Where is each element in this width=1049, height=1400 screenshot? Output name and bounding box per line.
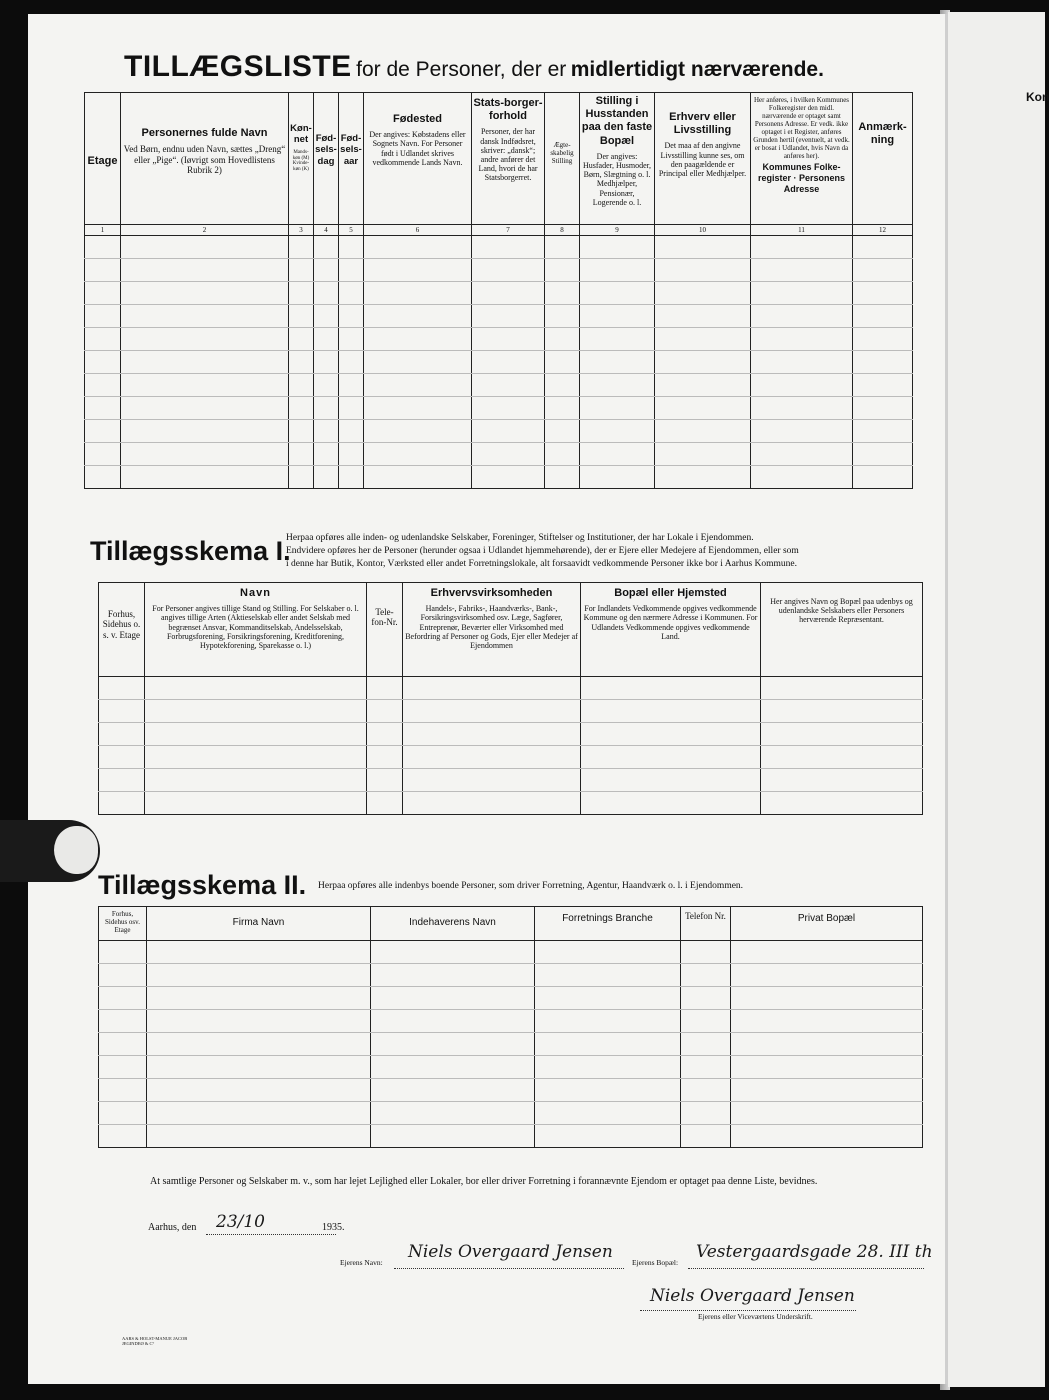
s1-col-etage: Forhus, Sidehus o. s. v. Etage	[99, 583, 145, 677]
right-page-text: Kon	[1026, 90, 1049, 104]
table-row	[85, 282, 913, 305]
table-row	[99, 792, 923, 815]
right-page-edge	[948, 12, 1049, 1387]
table-row	[99, 677, 923, 700]
table-row	[99, 723, 923, 746]
table-row	[99, 769, 923, 792]
table-row	[99, 746, 923, 769]
main-list-table	[84, 92, 913, 489]
owner-name-line	[394, 1268, 624, 1269]
owner-name-label: Ejerens Navn:	[340, 1258, 383, 1267]
col-anmaerkning: Anmærk-ning	[853, 93, 913, 225]
owner-address-label: Ejerens Bopæl:	[632, 1258, 679, 1267]
skema1-description: Herpaa opføres alle inden- og udenlandske Selskaber, Foreninger, Stiftelser og Institutioner, der har Lokale i Ejendommen. Endvidere opføres her de Personer (herunder ogsaa i Udlandet hjemmehørende), der er Ejere eller Medejere af Ejendommen, eller som i denne har Butik, Kontor, Værksted eller andet Forretningslokale, alt forsaavidt vedkommende Personer ikke bor i Aarhus Kommune.	[286, 533, 799, 569]
s2-col-privat-bopael: Privat Bopæl	[731, 907, 923, 941]
col-erhverv: Erhverv eller Livsstilling Det maa af den angivne Livsstilling kunne ses, om den paagældende er Principal eller Medhjælper.	[655, 93, 751, 225]
s2-col-telefon: Telefon Nr.	[681, 907, 731, 941]
skema1-title: Tillægsskema I.	[90, 536, 291, 566]
s2-col-branche: Forretnings Branche	[535, 907, 681, 941]
place-date-label: Aarhus, den	[148, 1222, 197, 1233]
main-header-row	[85, 93, 913, 225]
skema2-rows	[99, 941, 923, 1148]
main-title	[124, 50, 824, 84]
table-row	[85, 443, 913, 466]
table-row	[99, 1125, 923, 1148]
skema1-table	[98, 582, 923, 815]
col-koen: Køn-net Mands-køn (M) Kvinde-køn (K)	[289, 93, 314, 225]
skema2-table	[98, 906, 923, 1148]
table-row	[99, 987, 923, 1010]
skema2-description: Herpaa opføres alle indenbys boende Personer, som driver Forretning, Agentur, Haandværk o. l. i Ejendommen.	[318, 881, 744, 891]
col-foedested: Fødested Der angives: Købstadens eller Sognets Navn. For Personer født i Udlandet skrives vedkommende Lands Navn.	[364, 93, 472, 225]
table-row	[99, 964, 923, 987]
signature-label: Ejerens eller Viceværtens Underskrift.	[698, 1312, 813, 1321]
s2-col-firma: Firma Navn	[147, 907, 371, 941]
col-stilling: Stilling i Husstanden paa den faste Bopæl Der angives: Husfader, Husmoder, Børn, Slægtning o. l. Medhjælper, Pensionær, Logerende o. l.	[580, 93, 655, 225]
table-row	[85, 328, 913, 351]
table-row	[99, 1079, 923, 1102]
col-aegteskab: Ægte-skabelig Stilling	[545, 93, 580, 225]
col-folkeregister: Her anføres, i hvilken Kommunes Folkeregister den midl. nærværende er optaget samt Personens Adresse. Er vedk. ikke optaget i et Register, anføres Grunden hertil (eventuelt, at vedk. er bosat i Udlandet, hvis Navn da anføres her). Kommunes Folke-register · Personens Adresse	[751, 93, 853, 225]
title-emphasis: midlertidigt nærværende.	[570, 58, 824, 81]
col-statsborger: Stats-borger-forhold Personer, der har dansk Indfødsret, skriver: „dansk“; andre anfører det Land, hvori de har Statsborgerret.	[472, 93, 545, 225]
s2-col-etage: Forhus, Sidehus osv. Etage	[99, 907, 147, 941]
table-row	[85, 259, 913, 282]
table-row	[99, 1056, 923, 1079]
s1-col-telefon: Tele-fon-Nr.	[367, 583, 403, 677]
table-row	[85, 236, 913, 259]
form-page	[28, 14, 945, 1384]
year-label: 1935.	[322, 1222, 345, 1233]
col-foedselsdag: Fød-sels-dag	[314, 93, 339, 225]
s1-col-bopael: Bopæl eller Hjemsted For Indlandets Vedkommende opgives vedkommende Kommune og den nærmere Adresse i Kommunen. For Udlandets Vedkommende opgives vedkommende Land.	[581, 583, 761, 677]
owner-name-handwritten: Niels Overgaard Jensen	[408, 1242, 613, 1262]
col-foedselsaar: Fød-sels-aar	[339, 93, 364, 225]
table-row	[85, 397, 913, 420]
skema2-header-row	[99, 907, 923, 941]
signature-line	[640, 1310, 856, 1311]
col-etage: Etage	[85, 93, 121, 225]
s1-col-navn: Navn For Personer angives tillige Stand og Stilling. For Selskaber o. l. angives tillige Arten (Aktieselskab eller andet Selskab med begrænset Ansvar, Kommanditselskab, Andelsselskab, Forbrugsforening, Forsikringsforening, Kreditforening, Hypotekforening, Sparekasse o. l.)	[145, 583, 367, 677]
title-tillaegsliste: TILLÆGSLISTE	[124, 50, 352, 83]
skema2-title: Tillægsskema II.	[98, 870, 307, 900]
col-navn: Personernes fulde Navn Ved Børn, endnu uden Navn, sættes „Dreng“ eller „Pige“. (Iøvrigt som Hovedlistens Rubrik 2)	[121, 93, 289, 225]
table-row	[85, 351, 913, 374]
certification-text: At samtlige Personer og Selskaber m. v., som har lejet Lejlighed eller Lokaler, bor eller driver Forretning i forannævnte Ejendom er optaget paa denne Liste, bevidnes.	[150, 1176, 818, 1187]
date-line	[206, 1234, 336, 1235]
table-row	[99, 941, 923, 964]
skema1-rows	[99, 677, 923, 815]
table-row	[85, 374, 913, 397]
table-row	[99, 1033, 923, 1056]
s1-col-repraesentant: Her angives Navn og Bopæl paa udenbys og udenlandske Selskabers eller Personers herværende Repræsentant.	[761, 583, 923, 677]
s2-col-indehaver: Indehaverens Navn	[371, 907, 535, 941]
title-middle: for de Personer, der er	[356, 58, 567, 81]
s1-col-erhverv: Erhvervsvirksomheden Handels-, Fabriks-, Haandværks-, Bank-, Forsikringsvirksomhed osv. Læge, Sagfører, Entreprenør, Beværter eller Virksomhed med Befordring af Personer og Gods, Ejer eller Medejer af Ejendommen	[403, 583, 581, 677]
owner-address-handwritten: Vestergaardsgade 28. III th	[696, 1242, 933, 1262]
table-row	[85, 305, 913, 328]
table-row	[85, 466, 913, 489]
table-row	[99, 1102, 923, 1125]
printer-imprint: AARS & HOLST-MANUE JACOB JEGINDEØ & C°	[122, 1336, 188, 1347]
thumb-holding-page	[0, 820, 100, 882]
table-row	[99, 1010, 923, 1033]
skema1-header-row	[99, 583, 923, 677]
thumbnail	[54, 826, 98, 874]
table-row	[99, 700, 923, 723]
owner-address-line	[688, 1268, 924, 1269]
owner-signature: Niels Overgaard Jensen	[650, 1286, 855, 1306]
handwritten-date: 23/10	[216, 1212, 265, 1232]
main-list-rows	[85, 236, 913, 489]
column-number-row: 1 2 3 4 5 6 7 8 9 10 11 12	[85, 225, 913, 236]
table-row	[85, 420, 913, 443]
